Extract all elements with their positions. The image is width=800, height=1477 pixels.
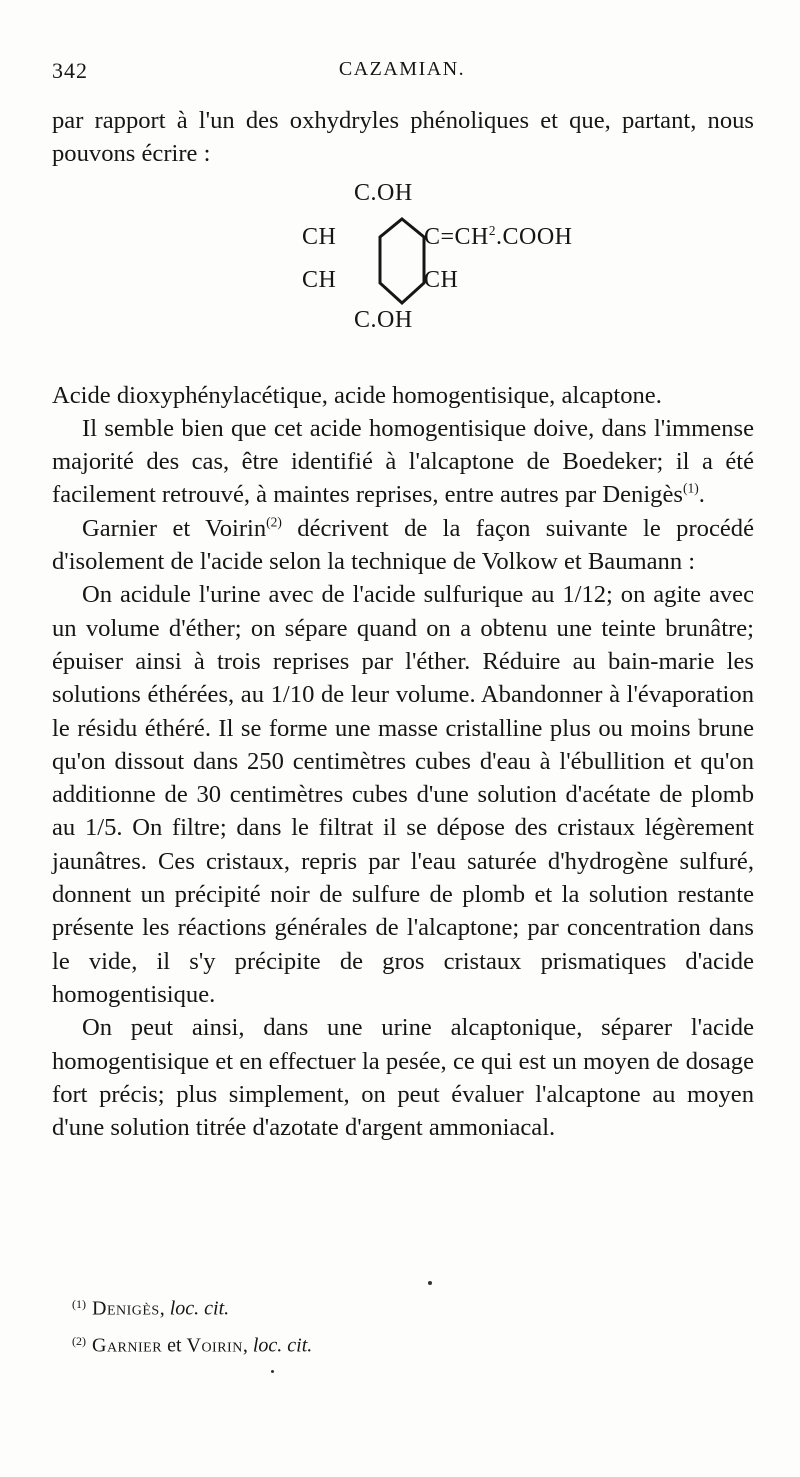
paragraph-isolation-intro: Garnier et Voirin$^{(2)}$ décrivent de la façon suivante le procédé d'isolement de l'acide selon la technique de Volkow et Baumann : (52, 514, 754, 576)
formula-left-lower: CH (302, 266, 337, 293)
benzene-ring-icon (374, 215, 430, 311)
page-header (52, 58, 752, 92)
paragraph-procedure: On acidule l'urine avec de l'acide sulfurique au 1/12; on agite avec un volume d'éther; on sépare quand on a obtenu une teinte brunâtre; épuiser ainsi à trois reprises par l'éther. Réduire au bain-marie les solutions éthérées, au 1/10 de leur volume. Abandonner à l'évaporation le résidu éthéré. Il se forme une masse cristalline plus ou moins brune qu'on dissout dans 250 centimètres cubes d'eau à l'ébullition et qu'on additionne de 30 centimètres cubes d'une solution d'acétate de plomb au 1/5. On filtre; dans le filtrat il se dépose des cristaux légèrement jaunâtres. Ces cristaux, repris par l'eau saturée d'hydrogène sulfuré, donnent un précipité noir de sulfure de plomb et la solution restante présente les réactions générales de l'alcaptone; par concentration dans le vide, il s'y précipite de gros cristaux prismatiques d'acide homogentisique. (52, 581, 754, 1008)
body-text (52, 104, 754, 1144)
page-number: 342 (52, 58, 88, 83)
formula-right-lower: CH (424, 266, 459, 293)
footnote-ref-2: (2) (266, 514, 282, 530)
footnote-ref-1: (1) (682, 481, 699, 497)
formula-left-upper: CH (302, 223, 337, 250)
formula-bottom: C.OH (354, 306, 413, 333)
paragraph-dosage: On peut ainsi, dans une urine alcaptonique, séparer l'acide homogentisique et en effectuer la pesée, ce qui est un moyen de dosage fort précis; plus simplement, on peut évaluer l'alcaptone au moyen d'une solution titrée d'azotate d'argent ammoniacal. (52, 1014, 754, 1142)
footnotes (72, 1288, 752, 1361)
print-speck (271, 1370, 274, 1373)
formula-right-upper: $C=CH^2.COOH$ (424, 222, 573, 250)
paragraph-intro: par rapport à l'un des oxhydryles phénoliques et que, partant, nous pouvons écrire : (52, 107, 754, 168)
footnote-1: $^{(1)}$ Denigès, loc. cit. (72, 1297, 230, 1320)
print-speck (428, 1281, 432, 1285)
chemical-formula (52, 171, 754, 379)
paragraph-identification: Il semble bien que cet acide homogentisique doive, dans l'immense majorité des cas, être identifié à l'alcaptone de Boedeker; il a été facilement retrouvé, à maintes reprises, entre autres par Denigès$^{(1)}$. (52, 414, 754, 509)
running-title: CAZAMIAN. (338, 58, 466, 80)
formula-top: C.OH (354, 179, 413, 206)
paragraph-compound-names: Acide dioxyphénylacétique, acide homogentisique, alcaptone. (52, 381, 662, 409)
footnote-2: $^{(2)}$ Garnier et Voirin, loc. cit. (72, 1333, 313, 1357)
